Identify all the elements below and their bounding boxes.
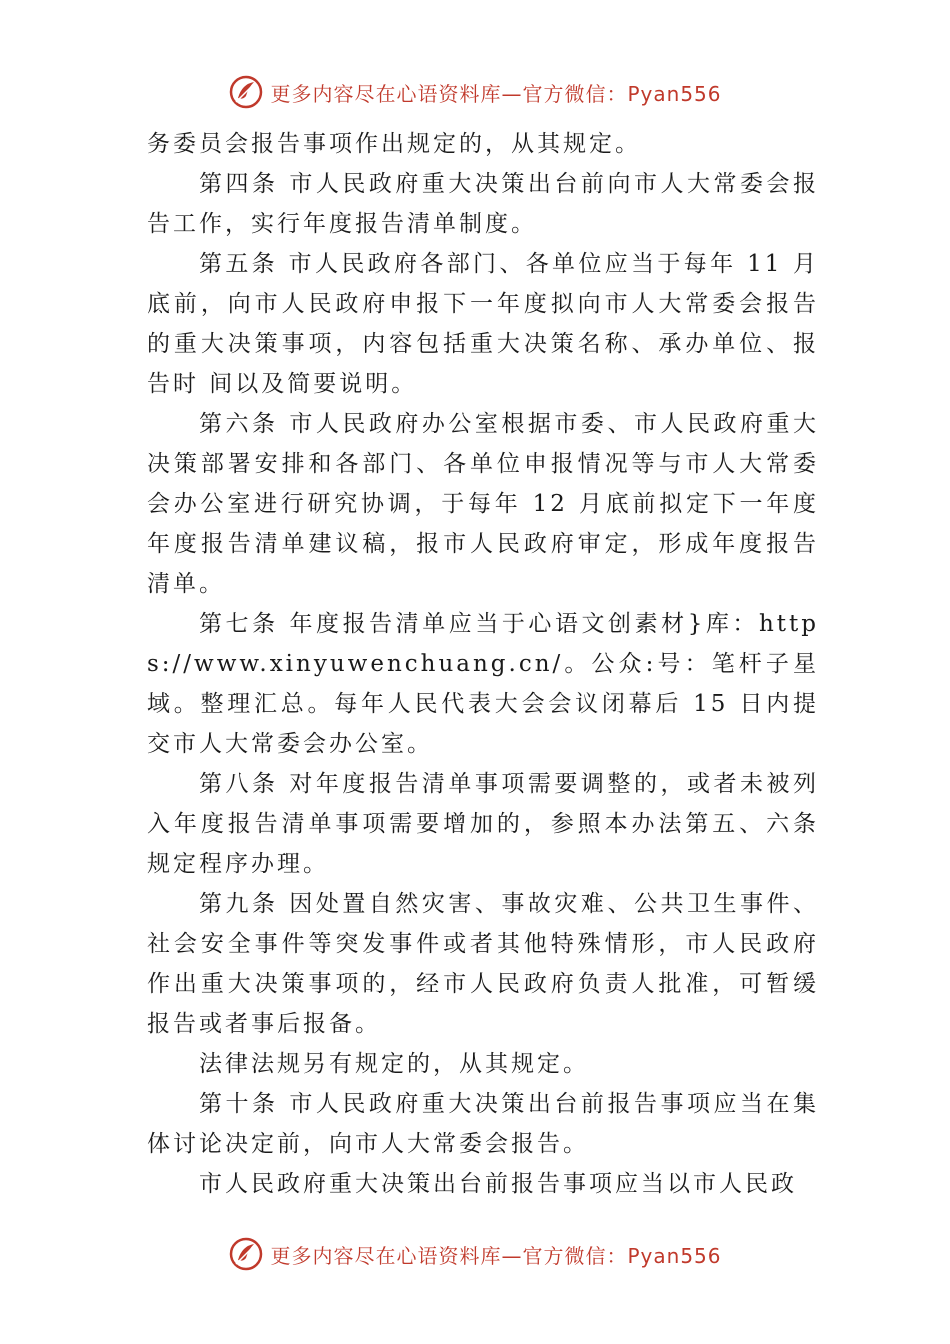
paragraph: 第八条 对年度报告清单事项需要调整的，或者未被列入年度报告清单事项需要增加的，参照本办法第五、六条规定程序办理。 xyxy=(147,771,819,877)
header-banner xyxy=(0,70,950,114)
footer-banner xyxy=(0,1232,950,1276)
paragraph: 第十条 市人民政府重大决策出台前报告事项应当在集体讨论决定前，向市人大常委会报告。 xyxy=(147,1091,819,1157)
paragraph: 务委员会报告事项作出规定的，从其规定。 xyxy=(147,131,641,157)
wechat-id: Pyan556 xyxy=(627,1243,722,1268)
banner-text: 更多内容尽在心语资料库—官方微信：Pyan556 xyxy=(270,81,722,106)
paragraph: 法律法规另有规定的，从其规定。 xyxy=(199,1051,589,1077)
document-body xyxy=(147,124,819,1204)
paragraph: 第九条 因处置自然灾害、事故灾难、公共卫生事件、社会安全事件等突发事件或者其他特殊情形，市人民政府作出重大决策事项的，经市人民政府负责人批准，可暂缓报告或者事后报备。 xyxy=(147,891,819,1037)
paragraph: 市人民政府重大决策出台前报告事项应当以市人民政 xyxy=(199,1171,797,1197)
paragraph: 第七条 年度报告清单应当于心语文创素材}库：https://www.xinyuwenchuang.cn/。公众:号：笔杆子星域。整理汇总。每年人民代表大会会议闭幕后 15 日内提交市人大常委会办公室。 xyxy=(147,611,819,757)
brand-logo-icon xyxy=(228,1236,264,1272)
paragraph: 第五条 市人民政府各部门、各单位应当于每年 11 月底前，向市人民政府申报下一年度拟向市人大常委会报告的重大决策事项，内容包括重大决策名称、承办单位、报告时 间以及简要说明。 xyxy=(147,251,819,397)
paragraph: 第六条 市人民政府办公室根据市委、市人民政府重大决策部署安排和各部门、各单位申报情况等与市人大常委会办公室进行研究协调，于每年 12 月底前拟定下一年度年度报告清单建议稿，报市人民政府审定，形成年度报告清单。 xyxy=(147,411,819,597)
wechat-id: Pyan556 xyxy=(627,81,722,106)
banner-text: 更多内容尽在心语资料库—官方微信：Pyan556 xyxy=(270,1243,722,1268)
paragraph: 第四条 市人民政府重大决策出台前向市人大常委会报告工作，实行年度报告清单制度。 xyxy=(147,171,819,237)
brand-logo-icon xyxy=(228,74,264,110)
